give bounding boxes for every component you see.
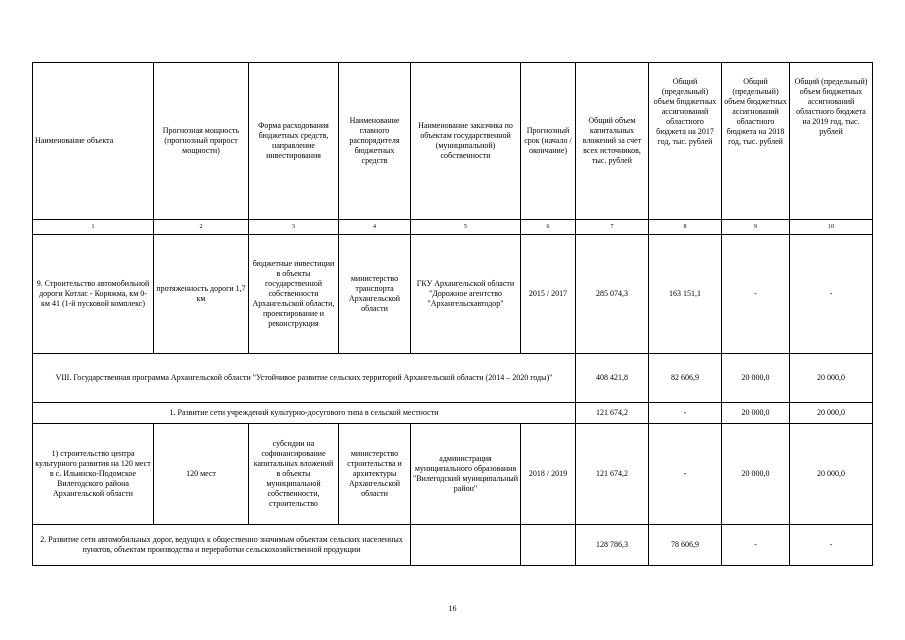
header-total-investment: Общий объем капитальных вложений за счет всех источников, тыс. рублей [576, 63, 649, 220]
object-capacity: 120 мест [154, 424, 249, 525]
expense-form: бюджетные инвестиции в объекты государственной собственности Архангельской области, проектирование и реконструкция [249, 235, 339, 354]
empty-cell [521, 525, 576, 566]
total-investment: 285 074,3 [576, 235, 649, 354]
object-capacity: протяженность дороги 1,7 км [154, 235, 249, 354]
table-row [33, 525, 873, 566]
main-manager: министерство строительства и архитектуры Архангельской области [339, 424, 411, 525]
customer: ГКУ Архангельской области "Дорожное агентство "Архангельскавтодор" [411, 235, 521, 354]
header-main-manager: Наименование главного распорядителя бюджетных средств [339, 63, 411, 220]
budget-2019: - [790, 235, 873, 354]
column-number: 6 [521, 220, 576, 235]
section-title: 1. Развитие сети учреждений культурно-досугового типа в сельской местности [33, 403, 576, 424]
header-budget-2019: Общий (предельный) объем бюджетных ассигнований областного бюджета на 2019 год, тыс. рублей [790, 63, 873, 220]
page-number: 16 [448, 604, 457, 613]
budget-2017: 78 606,9 [649, 525, 722, 566]
column-numbers-row [33, 220, 873, 235]
column-number: 7 [576, 220, 649, 235]
program-title: VIII. Государственная программа Архангельской области "Устойчивое развитие сельских территорий Архангельской области (2014 – 2020 годы)" [33, 354, 576, 403]
expense-form: субсидии на софинансирование капитальных вложений в объекты муниципальной собственности, строительство [249, 424, 339, 525]
header-row [33, 63, 873, 220]
budget-2018: 20 000,0 [722, 403, 790, 424]
budget-2017: 163 151,1 [649, 235, 722, 354]
header-object-name: Наименование объекта [33, 63, 154, 220]
column-number: 10 [790, 220, 873, 235]
budget-table [32, 62, 873, 566]
budget-2017: - [649, 424, 722, 525]
object-name: 1) строительство центра культурного развития на 120 мест в с. Ильинско-Подомское Вилегодского района Архангельской области [33, 424, 154, 525]
budget-2018: 20 000,0 [722, 424, 790, 525]
table-row [33, 354, 873, 403]
total-investment: 408 421,8 [576, 354, 649, 403]
table-row [33, 403, 873, 424]
term: 2018 / 2019 [521, 424, 576, 525]
column-number: 5 [411, 220, 521, 235]
column-number: 4 [339, 220, 411, 235]
column-number: 3 [249, 220, 339, 235]
section-title: 2. Развитие сети автомобильных дорог, ведущих к общественно значимым объектам сельских населенных пунктов, объектам производства и переработки сельскохозяйственной продукции [33, 525, 411, 566]
total-investment: 121 674,2 [576, 403, 649, 424]
header-capacity: Прогнозная мощность (прогнозный прирост мощности) [154, 63, 249, 220]
header-customer: Наименование заказчика по объектам государственной (муниципальной) собственности [411, 63, 521, 220]
main-manager: министерство транспорта Архангельской области [339, 235, 411, 354]
empty-cell [411, 525, 521, 566]
object-name: 9. Строительство автомобильной дороги Котлас - Коряжма, км 0-км 41 (1-й пусковой комплекс) [33, 235, 154, 354]
header-budget-2017: Общий (предельный) объем бюджетных ассигнований областного бюджета на 2017 год, тыс. рублей [649, 63, 722, 220]
budget-2018: 20 000,0 [722, 354, 790, 403]
header-term: Прогнозный срок (начало / окончание) [521, 63, 576, 220]
budget-2019: - [790, 525, 873, 566]
budget-2019: 20 000,0 [790, 424, 873, 525]
customer: администрация муниципального образования "Вилегодский муниципальный район" [411, 424, 521, 525]
column-number: 1 [33, 220, 154, 235]
budget-2018: - [722, 525, 790, 566]
header-expense-form: Форма расходования бюджетных средств, направление инвестирования [249, 63, 339, 220]
term: 2015 / 2017 [521, 235, 576, 354]
column-number: 2 [154, 220, 249, 235]
budget-2019: 20 000,0 [790, 354, 873, 403]
column-number: 8 [649, 220, 722, 235]
total-investment: 121 674,2 [576, 424, 649, 525]
total-investment: 128 786,3 [576, 525, 649, 566]
table-row [33, 424, 873, 525]
column-number: 9 [722, 220, 790, 235]
budget-2017: - [649, 403, 722, 424]
table-row [33, 235, 873, 354]
budget-2018: - [722, 235, 790, 354]
budget-2017: 82 606,9 [649, 354, 722, 403]
budget-2019: 20 000,0 [790, 403, 873, 424]
header-budget-2018: Общий (предельный) объем бюджетных ассигнований областного бюджета на 2018 год, тыс. рублей [722, 63, 790, 220]
